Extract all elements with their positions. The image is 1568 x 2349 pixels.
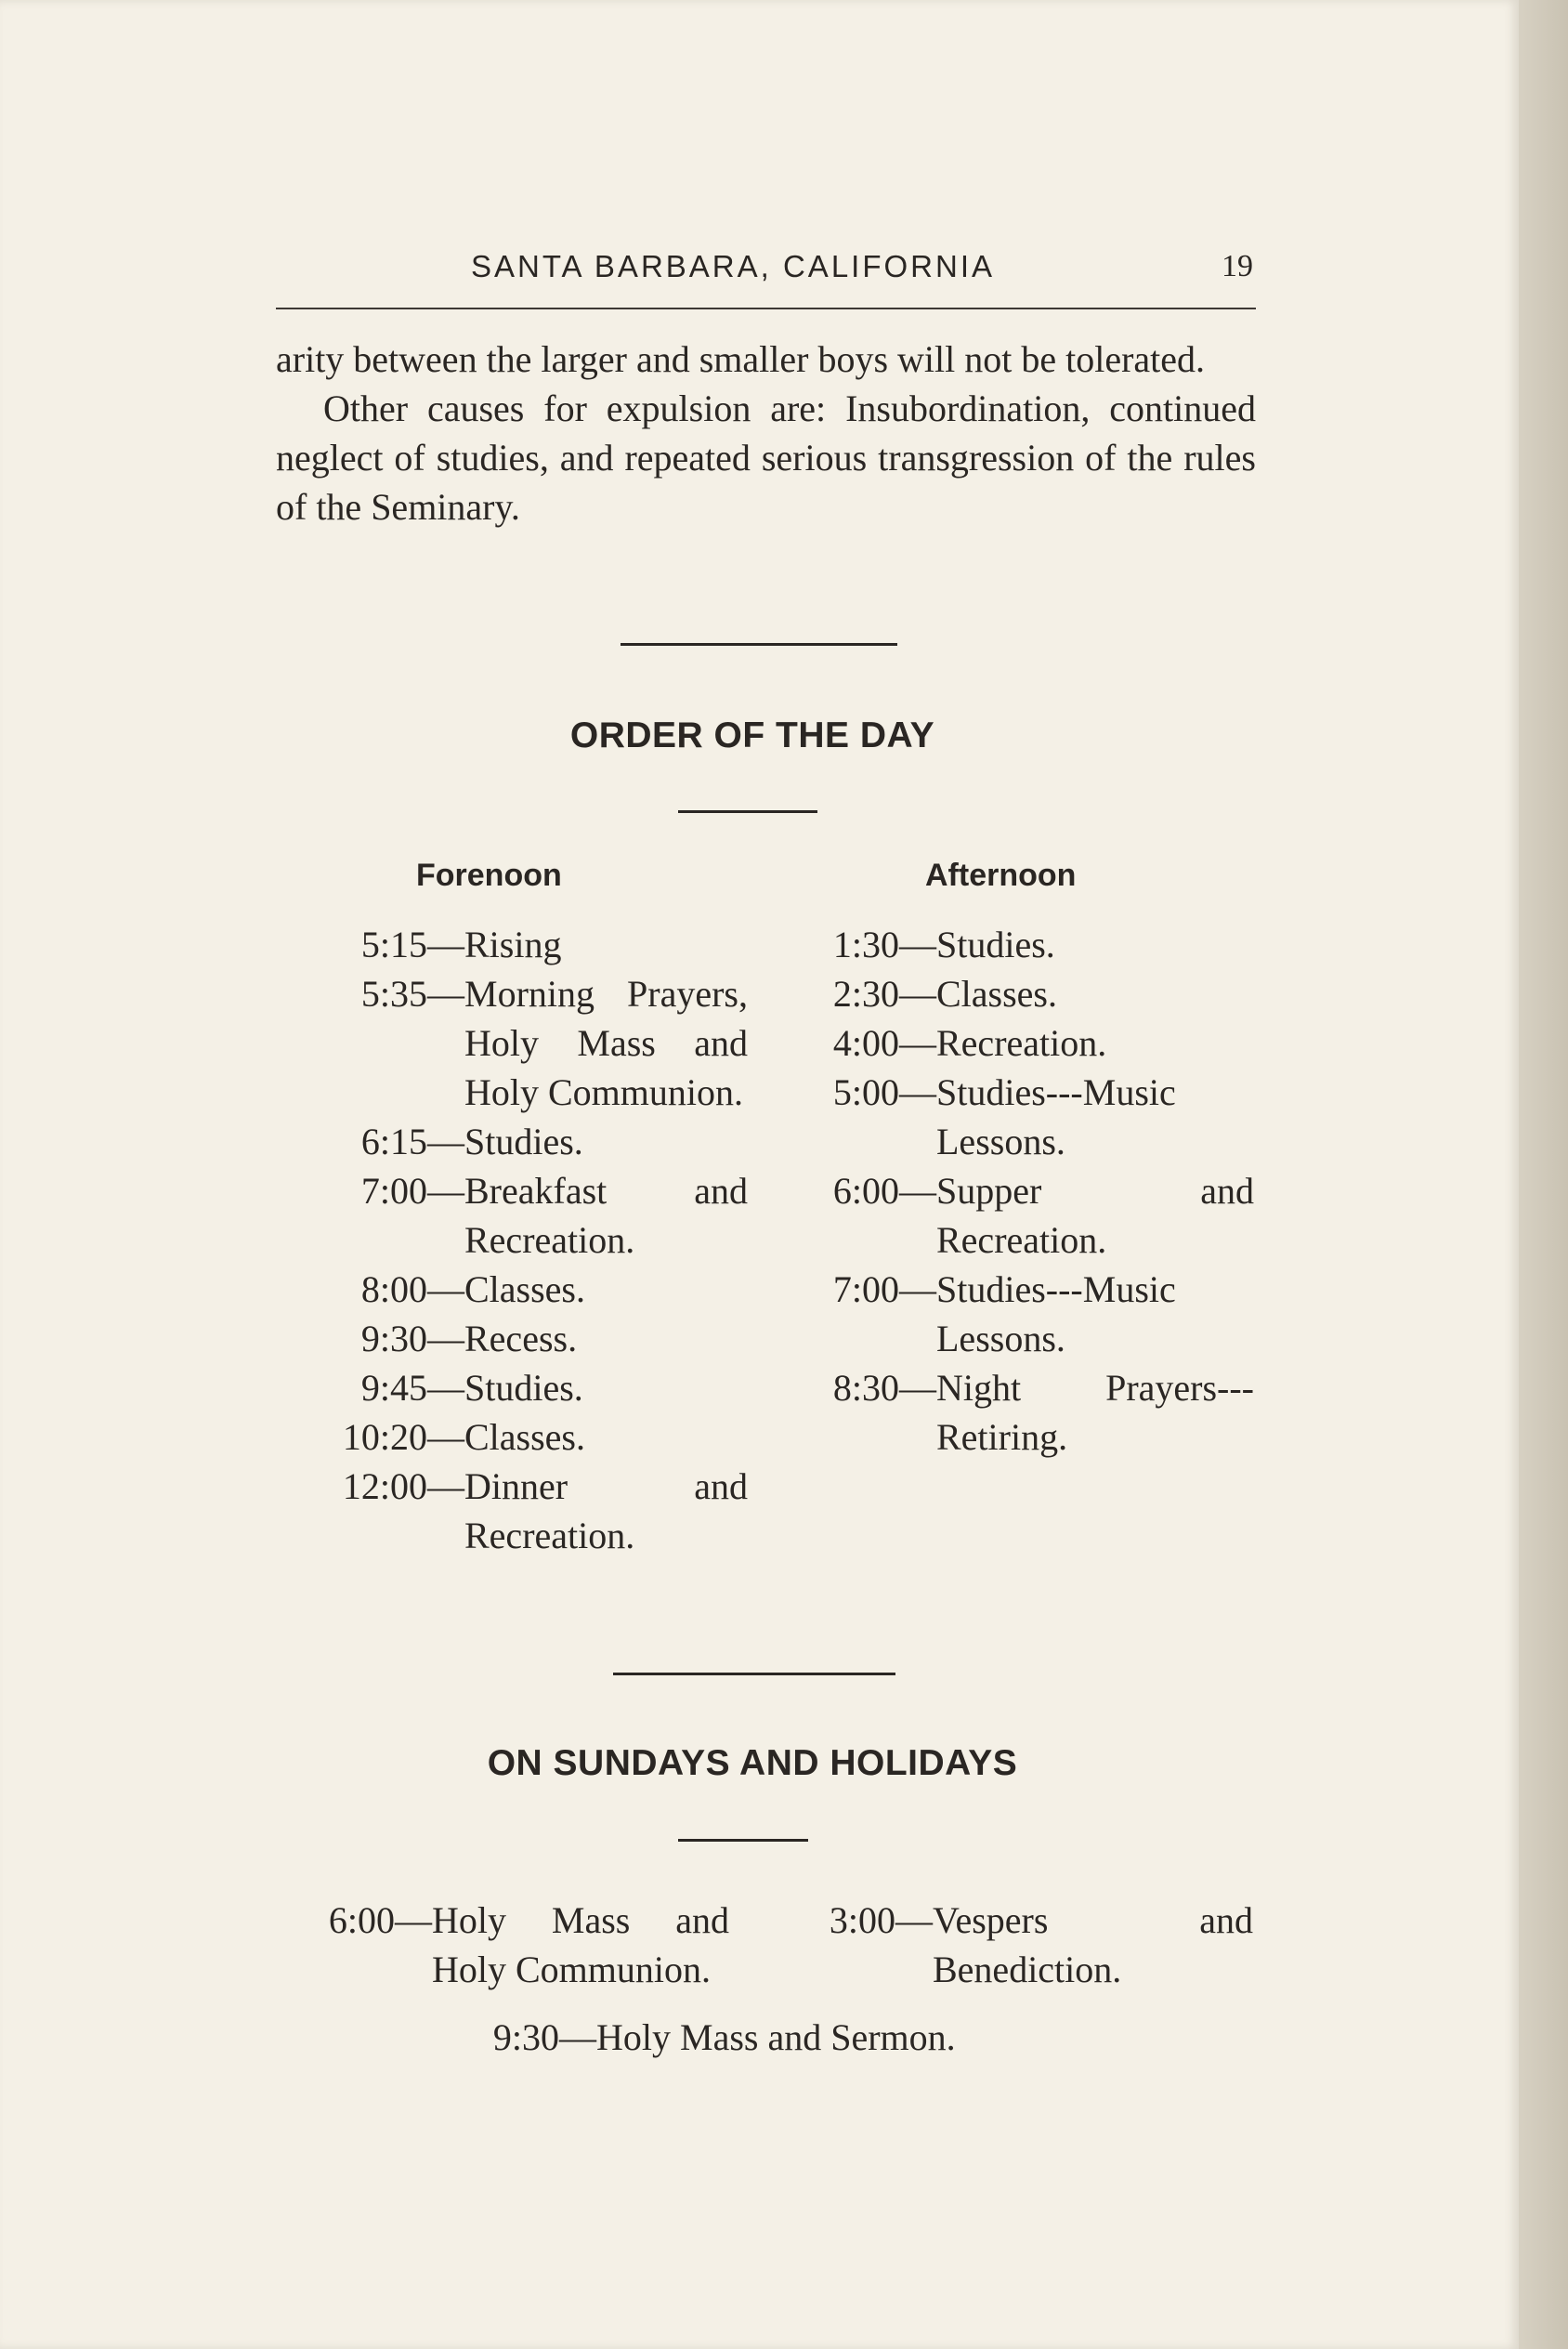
entry-time: 4:00 <box>832 1022 899 1064</box>
sunday-entry <box>423 2013 1259 2062</box>
entry-time: 3:00 <box>829 1899 895 1941</box>
entry-time: 5:35 <box>360 973 427 1015</box>
entry-time: 9:45 <box>360 1367 427 1409</box>
dash: — <box>427 924 464 965</box>
dash: — <box>899 1071 936 1113</box>
entry-activity: Holy Mass and Holy Communion. <box>432 1899 729 1990</box>
entry-time: 6:15 <box>360 1121 427 1162</box>
entry-time: 8:00 <box>360 1268 427 1310</box>
entry-time: 10:20 <box>342 1416 427 1458</box>
entry-activity: Holy Mass and Sermon. <box>596 2016 956 2058</box>
entry-activity: Breakfast and Recreation. <box>464 1170 748 1261</box>
dash: — <box>427 1121 464 1162</box>
schedule-entry <box>776 1068 1254 1166</box>
running-head: SANTA BARBARA, CALIFORNIA <box>471 249 996 283</box>
entry-activity: Classes. <box>464 1416 585 1458</box>
entry-time: 7:00 <box>360 1170 427 1212</box>
section-divider <box>621 643 897 646</box>
section-divider <box>613 1673 895 1675</box>
dash: — <box>899 924 936 965</box>
entry-time: 6:00 <box>832 1170 899 1212</box>
dash: — <box>899 973 936 1015</box>
entry-activity: Studies. <box>464 1367 583 1409</box>
dash: — <box>427 1367 464 1409</box>
forenoon-heading: Forenoon <box>416 858 562 893</box>
schedule-entry <box>274 1363 748 1412</box>
entry-activity: Night Prayers---Retiring. <box>936 1367 1254 1458</box>
schedule-entry <box>776 920 1254 969</box>
entry-time: 1:30 <box>832 924 899 965</box>
entry-activity: Studies---Music Lessons. <box>936 1268 1176 1359</box>
heading-rule <box>678 1839 808 1842</box>
paragraph: Other causes for expulsion are: Insubordination, continued neglect of studies, and repeated serious transgression of the rules of the Seminary. <box>276 387 1256 528</box>
entry-time: 6:00 <box>328 1899 395 1941</box>
dash: — <box>427 1416 464 1458</box>
schedule-entry <box>274 1117 748 1166</box>
sunday-entry <box>775 1896 1253 1994</box>
schedule-entry <box>776 1166 1254 1265</box>
page-edge <box>1519 0 1568 2349</box>
schedule-entry <box>274 920 748 969</box>
page-header <box>276 249 1256 295</box>
entry-activity: Recess. <box>464 1318 578 1359</box>
schedule-entry <box>776 969 1254 1018</box>
sunday-entry <box>255 1896 729 1994</box>
page-number: 19 <box>1222 249 1253 283</box>
entry-time: 8:30 <box>832 1367 899 1409</box>
schedule-entry <box>776 1018 1254 1068</box>
dash: — <box>427 1465 464 1507</box>
dash: — <box>395 1899 432 1941</box>
schedule-entry <box>274 969 748 1117</box>
entry-time: 9:30 <box>360 1318 427 1359</box>
entry-time: 5:15 <box>360 924 427 965</box>
entry-activity: Dinner and Recreation. <box>464 1465 748 1556</box>
entry-activity: Morning Prayers, Holy Mass and Holy Communion. <box>464 973 748 1113</box>
schedule-entry <box>274 1166 748 1265</box>
body-text <box>276 335 1256 531</box>
dash: — <box>895 1899 933 1941</box>
order-of-day-heading: ORDER OF THE DAY <box>569 715 935 755</box>
schedule-entry <box>274 1412 748 1462</box>
dash: — <box>899 1170 936 1212</box>
dash: — <box>899 1268 936 1310</box>
schedule-entry <box>274 1265 748 1314</box>
afternoon-heading: Afternoon <box>925 858 1077 893</box>
forenoon-schedule <box>274 920 748 1560</box>
dash: — <box>559 2016 596 2058</box>
heading-rule <box>678 810 817 813</box>
entry-activity: Classes. <box>464 1268 585 1310</box>
schedule-entry <box>776 1265 1254 1363</box>
entry-time: 5:00 <box>832 1071 899 1113</box>
dash: — <box>899 1022 936 1064</box>
entry-time: 9:30 <box>492 2016 559 2058</box>
entry-time: 2:30 <box>832 973 899 1015</box>
entry-activity: Recreation. <box>936 1022 1107 1064</box>
entry-time: 7:00 <box>832 1268 899 1310</box>
dash: — <box>899 1367 936 1409</box>
entry-activity: Vespers and Benediction. <box>933 1899 1253 1990</box>
entry-activity: Classes. <box>936 973 1057 1015</box>
schedule-entry <box>274 1314 748 1363</box>
dash: — <box>427 1318 464 1359</box>
dash: — <box>427 973 464 1015</box>
entry-activity: Studies---Music Lessons. <box>936 1071 1176 1162</box>
entry-activity: Studies. <box>464 1121 583 1162</box>
dash: — <box>427 1268 464 1310</box>
schedule-entry <box>274 1462 748 1560</box>
afternoon-schedule <box>776 920 1254 1462</box>
entry-activity: Studies. <box>936 924 1055 965</box>
schedule-entry <box>776 1363 1254 1462</box>
entry-activity: Supper and Recreation. <box>936 1170 1254 1261</box>
entry-activity: Rising <box>464 924 562 965</box>
header-rule <box>276 308 1256 309</box>
dash: — <box>427 1170 464 1212</box>
paragraph: arity between the larger and smaller boys will not be tolerated. <box>276 338 1206 380</box>
entry-time: 12:00 <box>342 1465 427 1507</box>
sundays-heading: ON SUNDAYS AND HOLIDAYS <box>487 1743 1018 1783</box>
